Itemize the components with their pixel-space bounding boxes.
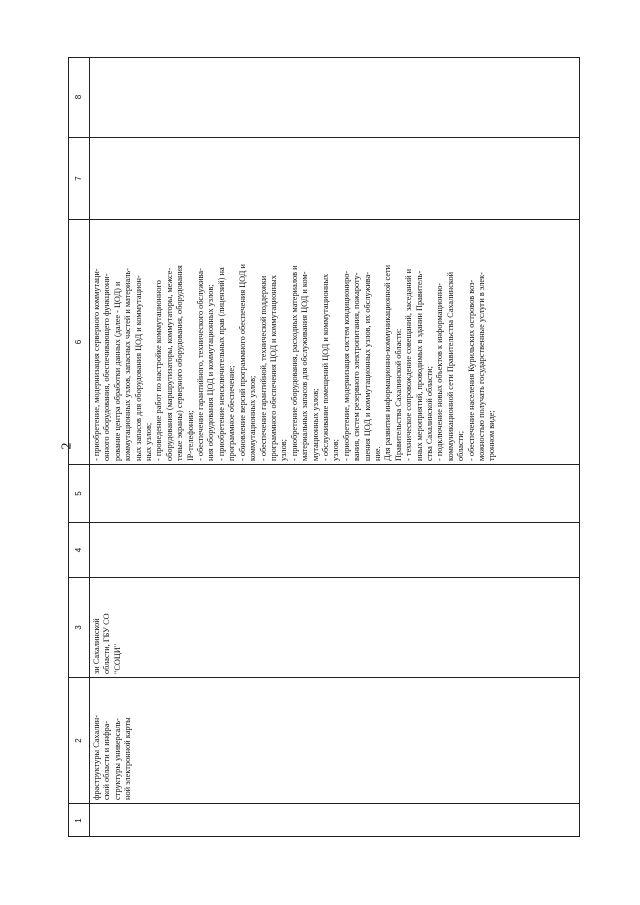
text-line: тронном виде; — [487, 410, 497, 461]
text-line: шения ЦОД и коммутационных узлов, их обслужива- — [362, 271, 372, 461]
column-header-3: 3 — [68, 578, 90, 677]
text-line: - техническое сопровождение совещаний, заседаний и — [404, 268, 414, 461]
text-line: программного обеспечения ЦОД и коммутационных — [268, 275, 278, 461]
text-line: оборудования (маршрутизаторы, коммутаторы, межсе- — [164, 267, 174, 461]
cell-column-3: зи Сахалинской области, ГБУ СО "СОЦИ" — [92, 613, 122, 674]
text-line: ния оборудования ЦОД и коммутационных узлов; — [206, 284, 216, 461]
column-header-4: 4 — [68, 523, 90, 577]
column-header-7: 7 — [68, 138, 90, 219]
text-line: тевые экраны) серверного оборудования, оборудования — [175, 265, 185, 461]
text-line: - обновление версий программного обеспечения ЦОД и — [237, 264, 247, 461]
text-line: области; — [456, 430, 466, 461]
text-line: ных запасов для оборудования ЦОД и коммутацион- — [133, 275, 143, 461]
column-header-5: 5 — [68, 465, 90, 522]
table-column-8 — [68, 57, 580, 137]
text-line: материальных запасов для обслуживания ЦОД и ком- — [300, 271, 310, 461]
text-line: Правительства Сахалинской области: — [393, 328, 403, 461]
document-table — [68, 57, 580, 837]
rotated-page-content — [68, 57, 580, 837]
cell-column-2: фраструктуры Сахалин- ской области и инфра- структуры универсаль- ной электронной карты — [92, 715, 133, 800]
text-line: узлов; — [279, 439, 289, 461]
text-line: мутационных узлов; — [310, 388, 320, 461]
text-line: вания, систем резервного электропитания, пожароту- — [352, 272, 362, 461]
page-number: 2 — [59, 442, 75, 450]
cell-column-6 — [92, 223, 498, 461]
table-column-7 — [68, 137, 580, 219]
text-line: - приобретение, модернизация систем кондициониро- — [341, 270, 351, 461]
text-line: коммуникационной сети Правительства Сахалинской — [445, 271, 455, 461]
table-column-2 — [68, 677, 580, 803]
table-column-1 — [68, 803, 580, 837]
text-line: онного оборудования, обеспечивающего функциони- — [102, 273, 112, 461]
text-line: - подключение новых объектов к информационно- — [435, 282, 445, 461]
text-line: - приобретение неисключительных прав (лицензий) на — [216, 267, 226, 461]
text-line: ние. — [372, 446, 382, 461]
text-line: коммутационных узлов, запасных частей и материаль- — [123, 268, 133, 461]
text-line: - обеспечение населения Курильских островов воз- — [466, 279, 476, 461]
text-line: рование центра обработки данных (далее - ЦОД) и — [112, 281, 122, 461]
table-column-4 — [68, 522, 580, 577]
text-line: можностью получать государственные услуги в элек- — [477, 272, 487, 461]
text-line: узлов; — [331, 439, 341, 461]
column-header-6: 6 — [68, 220, 90, 464]
column-header-2: 2 — [68, 678, 90, 803]
text-line: коммутационных узлов; — [248, 375, 258, 461]
table-column-3 — [68, 577, 580, 677]
text-line: - обслуживание помещений ЦОД и коммутационных — [320, 273, 330, 461]
column-header-1: 1 — [68, 804, 90, 837]
text-line: иных мероприятий, проводимых в здании Правитель- — [414, 270, 424, 461]
text-line: IP-телефонии; — [185, 410, 195, 461]
text-line: - проведение работ по настройке коммутационного — [154, 280, 164, 461]
text-line: ства Сахалинской области; — [425, 366, 434, 461]
text-line: Для развития информационно-коммуникационной сети — [383, 264, 393, 461]
text-line: - обеспечение гарантийной, технической поддержки — [258, 275, 268, 461]
text-line: - приобретение, модернизация серверного коммутаци- — [92, 268, 101, 461]
table-column-6 — [68, 219, 580, 464]
text-line: ных узлов; — [144, 422, 154, 461]
text-line: - обеспечение гарантийного, технического обслужива- — [196, 268, 206, 461]
text-line: программное обеспечение; — [227, 365, 237, 461]
table-column-5 — [68, 464, 580, 522]
column-header-8: 8 — [68, 57, 90, 137]
text-line: - приобретение оборудования, расходных материалов и — [289, 265, 299, 461]
